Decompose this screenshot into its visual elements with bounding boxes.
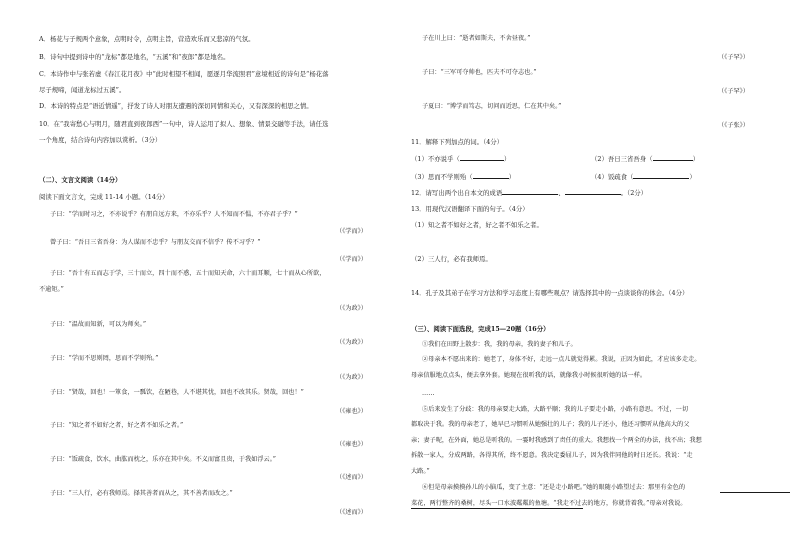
passage-6: 子曰：“贤哉，回也！一箪食，一瓢饮，在陋巷，人不堪其忧，回也不改其乐。贤哉，回也！” (50, 389, 304, 396)
passage-10: 子在川上曰：“逝者如斯夫，不舍昼夜。” (422, 35, 531, 42)
question-14: 14．孔子及其弟子在学习方法和学习态度上有哪些观点？请选择其中的一点谈谈你的体会。（4分） (411, 289, 689, 297)
section-2-intro: 阅读下面文言文，完成 11-14 小题。（14分） (39, 193, 169, 201)
section-2-title: （二）、文言文阅读（14分） (39, 176, 122, 184)
q11-item-2: （2）吾日三省吾身（ ） (591, 155, 699, 163)
option-b: B．诗句中提到诗中的“龙标”都是地名，“五溪”和“夜郎”都是地名。 (39, 53, 230, 61)
question-12: 12．请写出两个出自本文的成语 、 。（2分） (411, 189, 648, 197)
passage-11: 子曰：“三军可夺帅也，匹夫不可夺志也。” (422, 69, 537, 76)
passage-2: 曾子曰：“吾日三省吾身：为人谋而不忠乎？与朋友交而不信乎？传不习乎？” (50, 239, 261, 246)
passage-3-cont: 不逾矩。” (39, 286, 64, 293)
passage-9: 子曰：“三人行，必有我师焉。择其善者而从之，其不善者而改之。” (50, 490, 233, 497)
passage-4: 子曰：“温故而知新，可以为师矣。” (50, 321, 147, 328)
s3-line-3: 母亲信服地点点头，便去拿外套。她现在很听我的话，就像我小时候很听她的话一样。 (411, 372, 647, 379)
passage-1: 子曰：“学而时习之，不亦说乎？有朋自远方来，不亦乐乎？人不知而不愠，不亦君子乎？” (50, 211, 298, 218)
section-3-title: （三）、阅读下面选段，完成15—20题（16分） (411, 325, 550, 333)
passage-10-source: （《子罕》） (718, 54, 749, 61)
s3-ellipsis: …… (422, 390, 435, 397)
passage-5-source: （《为政》） (336, 374, 367, 381)
s3-line-8: 拆散一家人，分成两路，各得其所，终不愿意。我决定委屈儿子，因为我伴同他的时日还长。我说：“走 (411, 452, 693, 459)
s3-line-2: ②母亲本不愿出来的：她老了，身体不好，走远一点儿就觉得累。我说，正因为如此，才应该多走走。 (422, 356, 701, 363)
passage-8-source: （《述而》） (336, 474, 367, 481)
question-10: 10．在“我寄愁心与明月，随君直到夜郎西”一句中，诗人运用了拟人、想象、情景交融等手法，请任选 (39, 120, 329, 128)
s3-line-7: 亲；妻子呢，在外面，她总是听我的。一霎时我感到了责任的重大。我想找一个两全的办法，找不出；我想 (411, 437, 702, 444)
q11-item-1: （1）不亦说乎（ ） (411, 155, 511, 163)
passage-11-source: （《子罕》） (718, 88, 749, 95)
q11-item-4: （4）饭疏食（ ） (591, 173, 696, 181)
passage-6-source: （《雍也》） (336, 408, 367, 415)
passage-7: 子曰：“知之者不如好之者，好之者不如乐之者。” (50, 422, 184, 429)
s3-line-6: 都取决于我。我的母亲老了，她早已习惯听从她强壮的儿子；我的儿子还小，他还习惯听从他高大的父 (411, 421, 690, 428)
option-d: D．本诗的特点是“语近情遥”，抒发了诗人对朋友遭遇的深切同情和关心，又有深深的相思之情。 (39, 102, 313, 110)
answer-blank[interactable] (502, 188, 558, 195)
passage-9-source: （《述而》） (336, 509, 367, 516)
s3-line-9: 大路。” (411, 468, 430, 475)
passage-12: 子夏曰：“博学而笃志，切问而近思，仁在其中矣。” (422, 103, 562, 110)
q13-item-1: （1）知之者不如好之者，好之者不如乐之者。 (411, 221, 543, 229)
question-11: 11．解释下列加点的词。（4分） (411, 138, 504, 146)
right-column (400, 0, 794, 557)
option-c: C．本诗作中与张若虚《春江花月夜》中“此时相望不相闻，愿逐月华流照君”意境相近的诗句是“杨花落 (39, 70, 329, 78)
passage-1-source: （《学而》） (336, 228, 367, 235)
q13-item-2: （2）三人行，必有我师焉。 (411, 255, 492, 263)
question-10-cont: 一个角度，结合诗句内容加以赏析。（3分） (39, 136, 162, 144)
s3-line-11: 菜花，两行整齐的桑树，尽头一口水波粼粼的鱼塘。“我走不过去的地方，你就背着我。”母亲对我说。 (411, 500, 687, 507)
answer-blank[interactable] (565, 188, 621, 195)
q11-item-3: （3）思而不学则殆（ ） (411, 173, 515, 181)
s3-line-1: ①我们在田野上散步：我，我的母亲，我的妻子和儿子。 (422, 341, 577, 348)
passage-3: 子曰：“吾十有五而志于学，三十而立，四十而不惑，五十而知天命，六十而耳顺，七十而从心所欲， (50, 270, 326, 277)
s3-line-10: ⑥但是母亲摸摸孙儿的小脑瓜，变了主意：“还是走小路吧。”她的眼随小路望过去：那里有金色的 (422, 484, 686, 491)
answer-blank[interactable] (460, 154, 504, 161)
passage-2-source: （《学而》） (336, 256, 367, 263)
s3-line-5: ⑤后来发生了分歧：我的母亲要走大路，大路平顺；我的儿子要走小路，小路有意思。不过，一切 (422, 406, 689, 413)
answer-blank[interactable] (473, 172, 509, 179)
passage-3-source: （《为政》） (336, 305, 367, 312)
question-13: 13．用现代汉语翻译下面的句子。（4分） (411, 205, 529, 213)
passage-7-source: （《雍也》） (336, 441, 367, 448)
passage-4-source: （《为政》） (336, 339, 367, 346)
underline-mark (720, 492, 790, 493)
answer-blank[interactable] (633, 172, 689, 179)
passage-5: 子曰：“学而不思则罔，思而不学则殆。” (50, 355, 159, 362)
option-c-cont: 尽子规啼，闻道龙标过五溪”。 (39, 86, 126, 94)
underline-mark (411, 508, 583, 509)
passage-8: 子曰：“饭疏食，饮水，曲肱而枕之，乐亦在其中矣。不义而富且贵，于我如浮云。” (50, 456, 276, 463)
option-a: A．杨花与子规两个意象，点明时令，点明主旨，营造欢乐而又悲凉的气氛。 (39, 35, 255, 43)
answer-blank[interactable] (653, 154, 693, 161)
passage-12-source: （《子张》） (718, 122, 749, 129)
left-column (0, 0, 395, 557)
